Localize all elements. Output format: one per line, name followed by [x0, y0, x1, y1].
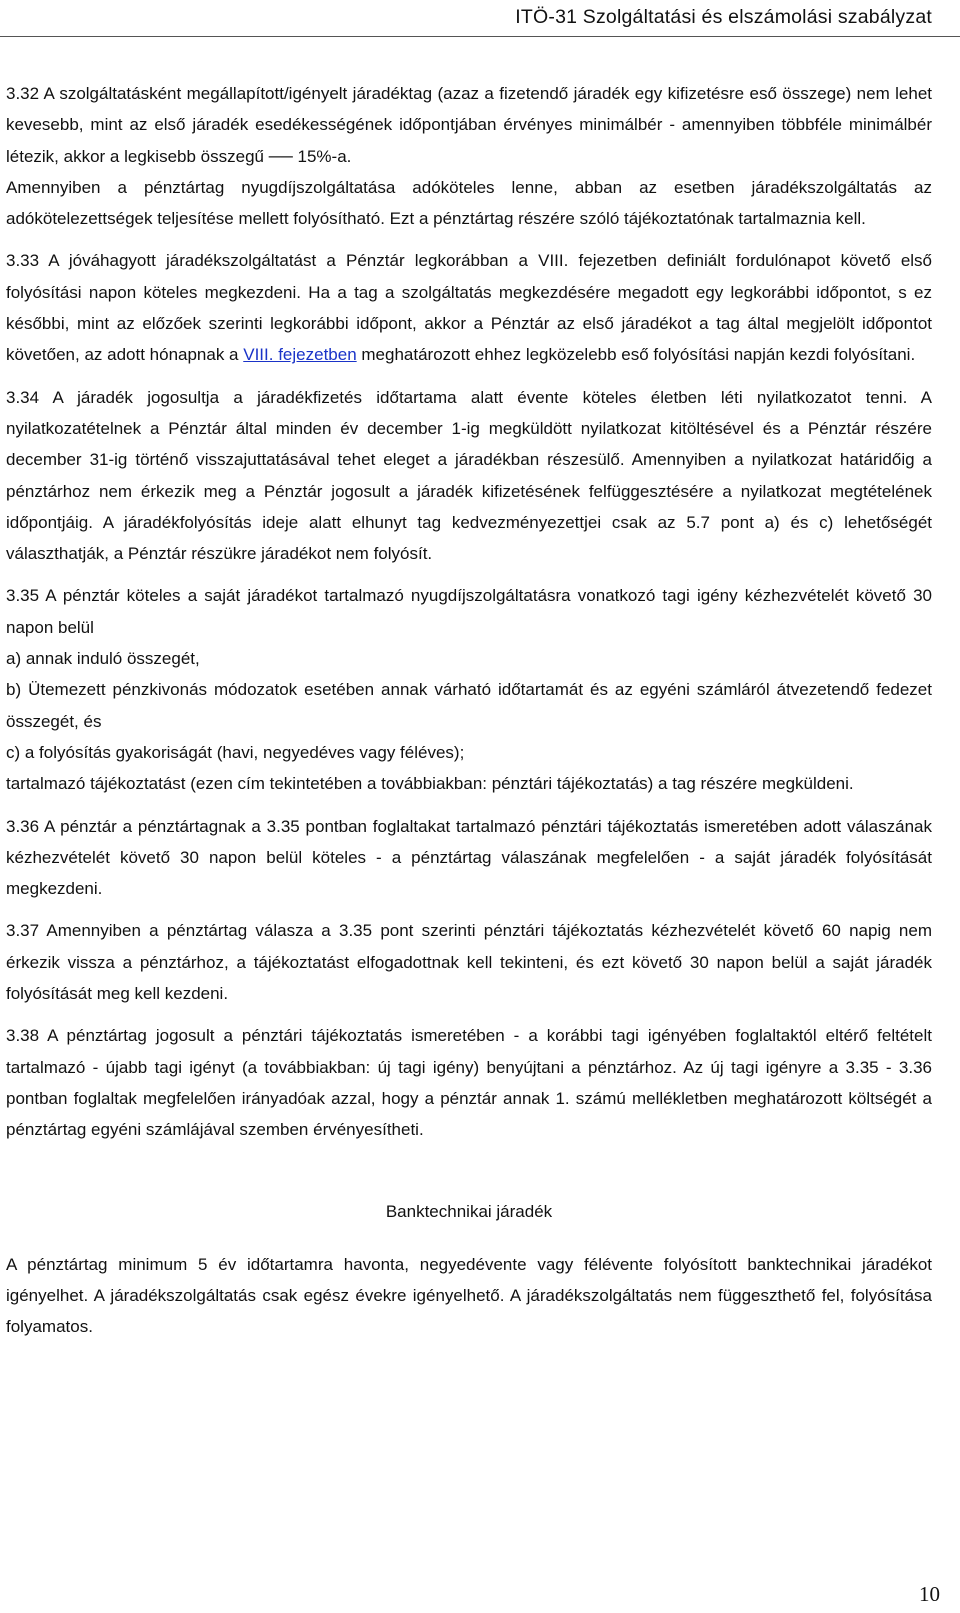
document-title: ITÖ-31 Szolgáltatási és elszámolási szabályzat	[515, 6, 932, 28]
paragraph-3-36-text: 3.36 A pénztár a pénztártagnak a 3.35 pontban foglaltakat tartalmazó pénztári tájékoztatás ismeretében adott válaszának kézhezvételét követő 30 napon belül köteles - a pénztártag válaszának megfelelően - a saját járadék folyósítását megkezdeni.	[6, 816, 932, 899]
document-body	[6, 78, 932, 1353]
paragraph-3-37-text: 3.37 Amennyiben a pénztártag válasza a 3.35 pont szerinti pénztári tájékoztatás kézhezvételét követő 60 napig nem érkezik vissza a pénztárhoz, a tájékoztatást elfogadottnak kell tekinteni, és ezt követő 30 napon belül a saját járadék folyósítását meg kell kezdeni.	[6, 921, 932, 1004]
page-header	[0, 4, 960, 37]
section-paragraph	[6, 1249, 932, 1343]
paragraph-3-34	[6, 382, 932, 570]
paragraph-3-33-text-1: 3.33 A jóváhagyott járadékszolgáltatást a Pénztár legkorábban a VIII. fejezetben definiált fordulónapot követő első folyósítási napon köteles megkezdeni. Ha a tag a szolgáltatás megkezdésére megadott egy legkorábbi időpontot, s ez későbbi, mint az előzőek szerinti legkorábbi időpont, akkor a Pénztár az első járadékot a tag által megjelölt időpontot követően, az adott hónapnak a	[6, 251, 932, 365]
page-number: 10	[919, 1582, 940, 1606]
paragraph-3-34-text: 3.34 A járadék jogosultja a járadékfizetés időtartama alatt évente köteles életben léti nyilatkozatot tenni. A nyilatkozatételnek a Pénztár által minden év december 1-ig megküldött nyilatkozat kitöltésével és a Pénztár részére december 31-ig történő visszajuttatásával tehet eleget a járadékban részesülő. Amennyiben a nyilatkozat határidőig a pénztárhoz nem érkezik meg a Pénztár jogosult a járadék kifizetésének felfüggesztésére a nyilatkozat megtételének időpontjáig. A járadékfolyósítás ideje alatt elhunyt tag kedvezményezettjei csak az 5.7 pont a) és c) lehetőségét választhatják, a Pénztár részükre járadékot nem folyósít.	[6, 387, 932, 564]
paragraph-3-32	[6, 78, 932, 234]
paragraph-3-33	[6, 245, 932, 370]
paragraph-3-35	[6, 580, 932, 799]
paragraph-3-33-text-2: meghatározott ehhez legközelebb eső folyósítási napján kezdi folyósítani.	[361, 345, 916, 365]
paragraph-3-35-item-c: c) a folyósítás gyakoriságát (havi, negyedéves vagy féléves);	[6, 742, 465, 762]
paragraph-3-32-text-2: Amennyiben a pénztártag nyugdíjszolgáltatása adóköteles lenne, abban az esetben járadékszolgáltatás az adókötelezettségek teljesítése mellett folyósítható. Ezt a pénztártag részére szóló tájékoztatónak tartalmaznia kell.	[6, 177, 932, 229]
paragraph-3-37	[6, 915, 932, 1009]
paragraph-3-35-item-a: a) annak induló összegét,	[6, 649, 200, 669]
paragraph-3-35-intro: 3.35 A pénztár köteles a saját járadékot tartalmazó nyugdíjszolgáltatásra vonatkozó tagi igény kézhezvételét követő 30 napon belül	[6, 586, 932, 637]
chapter-viii-link[interactable]: VIII. fejezetben	[243, 345, 357, 365]
paragraph-3-32-text-1: 3.32 A szolgáltatásként megállapított/igényelt járadéktag (azaz a fizetendő járadék egy kifizetésre eső összege) nem lehet kevesebb, mint az első járadék esedékességének időpontjában érvényes minimálbér - amennyiben többféle minimálbér létezik, akkor a legkisebb összegű ── 15%-a.	[6, 84, 932, 166]
paragraph-3-35-outro: tartalmazó tájékoztatást (ezen cím tekintetében a továbbiakban: pénztári tájékoztatás) a tag részére megküldeni.	[6, 774, 854, 794]
section-heading: Banktechnikai járadék	[385, 1201, 553, 1221]
paragraph-3-36	[6, 811, 932, 905]
paragraph-3-38-text: 3.38 A pénztártag jogosult a pénztári tájékoztatás ismeretében - a korábbi tagi igényében foglaltaktól eltérő feltételt tartalmazó - újabb tagi igényt (a továbbiakban: új tagi igény) benyújtani a pénztárhoz. Az új tagi igényre a 3.35 - 3.36 pontban foglaltak megfelelően irányadóak azzal, hogy a pénztár annak 1. számú mellékletben meghatározott költségét a pénztártag egyéni számlájával szemben érvényesítheti.	[6, 1026, 932, 1140]
paragraph-3-38	[6, 1020, 932, 1145]
paragraph-3-35-item-b: b) Ütemezett pénzkivonás módozatok esetében annak várható időtartamát és az egyéni számláról átvezetendő fedezet összegét, és	[6, 680, 932, 731]
section-paragraph-text: A pénztártag minimum 5 év időtartamra havonta, negyedévente vagy félévente folyósított banktechnikai járadékot igényelhet. A járadékszolgáltatás csak egész évekre igényelhető. A járadékszolgáltatás nem függeszthető fel, folyósítása folyamatos.	[6, 1254, 932, 1337]
